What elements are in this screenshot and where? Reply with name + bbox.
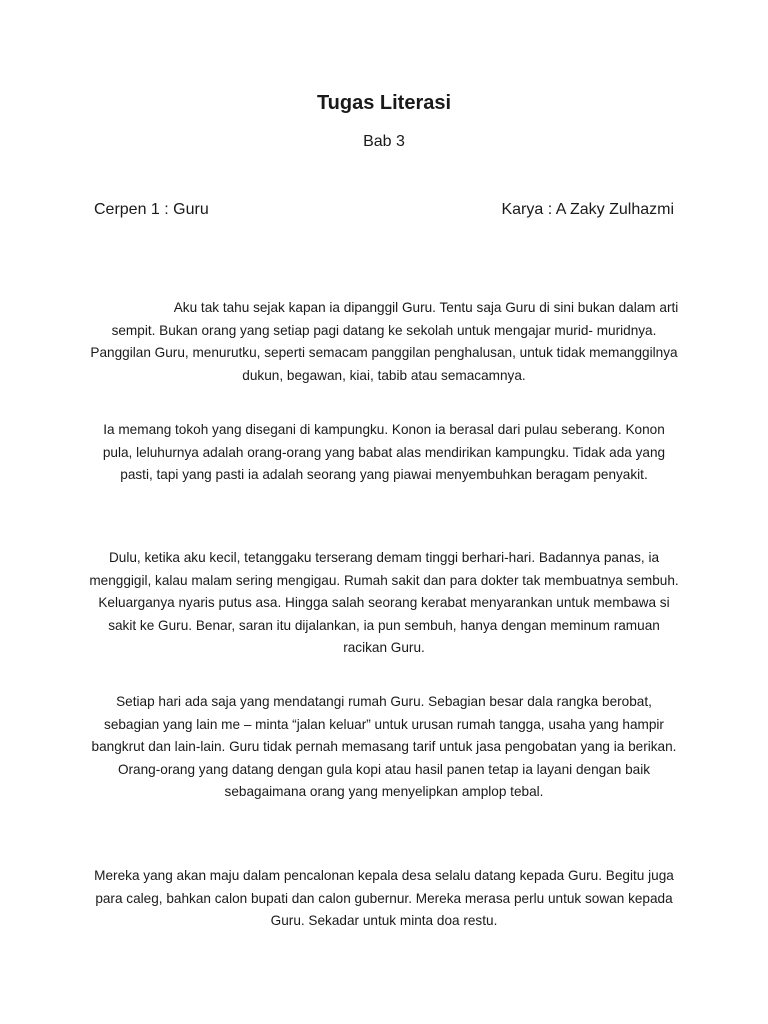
- paragraph-text: Aku tak tahu sejak kapan ia dipanggil Guru. Tentu saja Guru di sini bukan dalam arti sempit. Bukan orang yang setiap pagi datang ke sekolah untuk mengajar murid- muridnya. Panggilan Guru, menurutku, seperti semacam panggilan penghalusan, untuk tidak memanggilnya dukun, begawan, kiai, tabib atau semacamnya.: [90, 300, 679, 383]
- story-meta-row: [94, 198, 674, 222]
- paragraph-text: Mereka yang akan maju dalam pencalonan kepala desa selalu datang kepada Guru. Begitu juga para caleg, bahkan calon bupati dan calon gubernur. Mereka merasa perlu untuk sowan kepada Guru. Sekadar untuk minta doa restu.: [94, 868, 674, 928]
- story-author: Karya : A Zaky Zulhazmi: [501, 201, 674, 218]
- paragraph-text: Dulu, ketika aku kecil, tetanggaku terserang demam tinggi berhari-hari. Badannya panas, ia menggigil, kalau malam sering mengigau. Rumah sakit dan para dokter tak membuatnya sembuh. Keluarganya nyaris putus asa. Hingga salah seorang kerabat menyarankan untuk membawa si sakit ke Guru. Benar, saran itu dijalankan, ia pun sembuh, hanya dengan meminum ramuan racikan Guru.: [89, 550, 679, 655]
- body-paragraph: [88, 865, 680, 933]
- body-paragraph: [88, 419, 680, 487]
- paragraph-text: Setiap hari ada saja yang mendatangi rumah Guru. Sebagian besar dala rangka berobat, sebagian yang lain me – minta “jalan keluar” untuk urusan rumah tangga, usaha yang hampir bangkrut dan lain-lain. Guru tidak pernah memasang tarif untuk jasa pengobatan yang ia berikan. Orang-orang yang datang dengan gula kopi atau hasil panen tetap ia layani dengan baik sebagaimana orang yang menyelipkan amplop tebal.: [91, 694, 677, 799]
- document-title: Tugas Literasi: [316, 92, 452, 114]
- chapter-subtitle: Bab 3: [363, 133, 405, 150]
- story-title: Cerpen 1 : Guru: [94, 201, 209, 218]
- body-paragraph: [88, 691, 680, 804]
- body-paragraph: [88, 297, 680, 387]
- body-paragraph: [88, 547, 680, 660]
- paragraph-text: Ia memang tokoh yang disegani di kampungku. Konon ia berasal dari pulau seberang. Konon pula, leluhurnya adalah orang-orang yang babat alas mendirikan kampungku. Tidak ada yang pasti, tapi yang pasti ia adalah seorang yang piawai menyembuhkan beragam penyakit.: [102, 422, 666, 482]
